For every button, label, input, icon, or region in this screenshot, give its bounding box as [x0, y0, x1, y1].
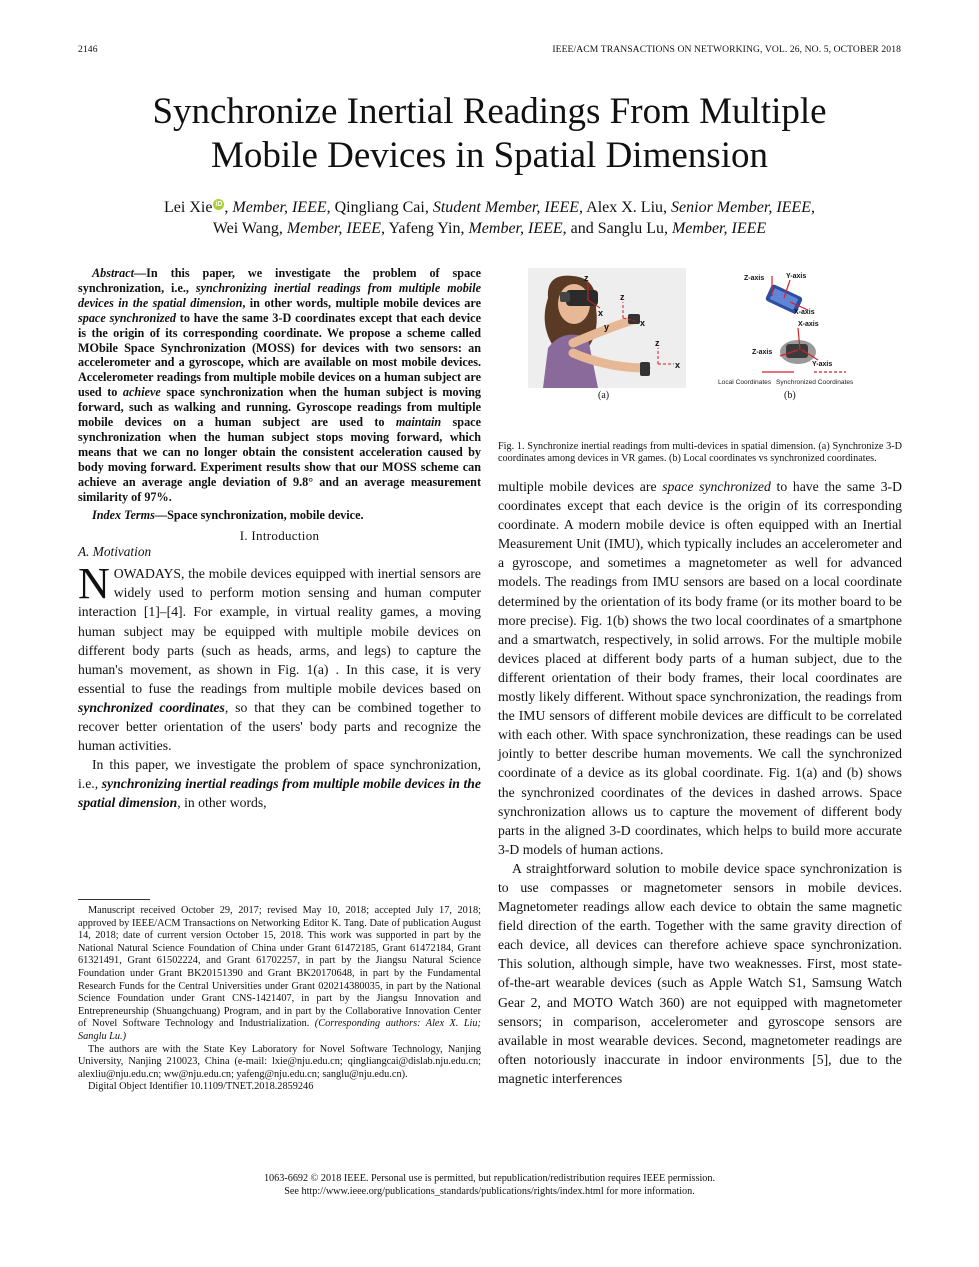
- index-terms: Index Terms—Space synchronization, mobile device.: [92, 507, 364, 522]
- author-role: Member, IEEE: [286, 220, 382, 237]
- abstract: Abstract—In this paper, we investigate the problem of space synchronization, i.e., synchronizing inertial readings from multiple mobile devices in the spatial dimension, in other words, multiple mobile devices are space synchronized to have the same 3-D coordinates except that each device is the origin of its corresponding coordinate. We propose a scheme called MObile Space Synchronization (MOSS) for devices with two sensors: an accelerometer and a gyroscope, which are available on most mobile devices. Accelerometer readings from multiple mobile devices on a human subject are used to achieve space synchronization when the human subject is moving forward, such as walking and running. Gyroscope readings from multiple mobile devices on a human subject are used to maintain space synchronization when the human subject stops moving forward, which means that we can no longer obtain the consistent acceleration caused by body moving forward. Experiment results show that our MOSS scheme can achieve an average angle deviation of 9.8° and an average measurement similarity of 97%.: [78, 266, 481, 504]
- subsection-heading: A. Motivation: [78, 544, 152, 560]
- coordinates-diagram: [718, 268, 872, 390]
- axis-label: z: [584, 273, 589, 283]
- intro-body: [78, 559, 482, 812]
- dropcap: N: [78, 559, 110, 609]
- index-terms-label: Index Terms—: [92, 507, 168, 522]
- figure-label-b: (b): [784, 390, 796, 401]
- author-role: Student Member, IEEE: [432, 199, 580, 216]
- figure-caption: Fig. 1. Synchronize inertial readings from multi-devices in spatial dimension. (a) Synchronize 3-D coordinates among devices in VR games. (b) Local coordinates vs synchronized coordinates.: [498, 441, 902, 465]
- axis-label: y: [604, 322, 610, 332]
- author-role: Member, IEEE: [671, 220, 767, 237]
- vr-photo: [528, 268, 686, 388]
- copyright-line-2: See http://www.ieee.org/publications_standards/publications/rights/index.html for more information.: [284, 1186, 695, 1197]
- author-name: Yafeng Yin: [388, 220, 461, 237]
- title-line-1: Synchronize Inertial Readings From Multiple: [152, 91, 827, 132]
- axis-label: X-axis: [794, 309, 815, 316]
- axis-label: Y-axis: [786, 273, 807, 280]
- author-role: Senior Member, IEEE: [671, 199, 811, 216]
- axis-label: Z-axis: [752, 349, 773, 356]
- paragraph: multiple mobile devices are space synchronized to have the same 3-D coordinates except that each device is the origin of its corresponding coordinate. A modern mobile device is often equipped with an Inertial Measurement Unit (IMU), which typically includes an accelerometer and a gyroscope, and sometimes a magnetometer as well for advanced models. The readings from IMU sensors are based on a local coordinate determined by the orientation of its body frame (or its mother board to be more precise). Fig. 1(b) shows the two local coordinates of a smartphone and a smartwatch, respectively, in solid arrows. For the multiple mobile devices placed at different body parts of a human subject, due to the different orientation of their body frames, their local coordinates are mostly likely different. Without space synchronization, the readings from the IMU sensors of different mobile devices are difficult to be correlated with each other. With space synchronization, these readings can be used jointly to better describe human movements. We call the synchronized coordinate of a device as its global coordinate. Fig. 1(a) and (b) shows the synchronized coordinates of the devices in dashed arrows. Space synchronization allows us to capture the movement of different body parts in the aligned 3-D coordinates, which helps to build more accurate 3-D models of human actions.: [498, 479, 902, 857]
- legend-local: Local Coordinates: [718, 379, 772, 386]
- axis-label: Z-axis: [744, 275, 765, 282]
- legend-sync: Synchronized Coordinates: [776, 379, 854, 386]
- footnote-rule: [78, 899, 150, 900]
- orcid-icon[interactable]: iD: [215, 201, 223, 208]
- axis-label: Y-axis: [812, 361, 833, 368]
- section-heading: I. Introduction: [239, 528, 320, 544]
- author-role: Member, IEEE: [232, 199, 327, 216]
- axis-label: X-axis: [798, 321, 819, 328]
- page-number: 2146: [78, 44, 98, 55]
- axis-label: z: [655, 338, 660, 348]
- author-role: Member, IEEE: [468, 220, 563, 237]
- axis-label: z: [620, 292, 625, 302]
- title-line-2: Mobile Devices in Spatial Dimension: [211, 135, 768, 176]
- paragraph: A straightforward solution to mobile device space synchronization is to use compasses or magnetometer sensors in mobile devices. Magnetometer readings allow each device to obtain the same magnetic field direction of the earth. Together with the same gravity direction of each device, all devices can therefore achieve space synchronization. This solution, although simple, have two weaknesses. First, most state-of-the-art wearable devices (such as Apple Watch S1, Samsung Watch Gear 2, and MOTO Watch 360) are not equipped with magnetometer sensors; in comparison, accelerometer and gyroscope sensors are available in most wearable devices. Second, magnetometer readings are often notoriously inaccurate in indoor environments [5], due to the magnetic interferences: [498, 860, 902, 1086]
- footnote-doi: Digital Object Identifier 10.1109/TNET.2018.2859246: [88, 1081, 314, 1093]
- author-list: Lei Xie iD , Member, IEEE, Qingliang Cai, Student Member, IEEE, Alex X. Liu, Senior Member, IEEE, Wei Wang, Member, IEEE, Yafeng Yin, Member, IEEE, and Sanglu Lu, Member, IEEE: [164, 199, 815, 237]
- footnote-funding: Manuscript received October 29, 2017; revised May 10, 2018; accepted July 17, 2018; approved by IEEE/ACM Transactions on Networking Editor K. Tang. Date of publication August 14, 2018; date of current version October 15, 2018. This work was supported in part by the National Natural Science Foundation of China under Grant 61472185, Grant 61472184, Grant 61321491, Grant 61502224, and Grant 61702257, in part by the Jiangsu Natural Science Foundation under Grant BK20151390 and Grant BK20170648, in part by the Fundamental Research Funds for the Central Universities under Grant 020214380035, in part by the National Science Foundation under Grant CNS-1421407, in part by the Jiangsu Innovation and Entrepreneurship (Shuangchuang) Program, and in part by the Collaborative Innovation Center of Novel Software Technology and Industrialization. (Corresponding authors: Alex X. Liu; Sanglu Lu.): [78, 905, 481, 1042]
- figure-label-a: (a): [598, 390, 610, 401]
- author-name: Sanglu Lu: [597, 220, 664, 237]
- axis-label: x: [675, 360, 681, 370]
- figure-1: [498, 264, 902, 404]
- copyright-notice: [60, 1172, 919, 1198]
- axis-label: x: [598, 308, 604, 318]
- author-name: Alex X. Liu: [586, 199, 664, 216]
- author-name: Wei Wang: [212, 220, 279, 237]
- left-column: [78, 266, 481, 812]
- paragraph: In this paper, we investigate the problem of space synchronization, i.e., synchronizing inertial readings from multiple mobile devices in the spatial dimension, in other words,: [78, 757, 481, 811]
- paper-title: [60, 90, 919, 178]
- copyright-line-1: 1063-6692 © 2018 IEEE. Personal use is permitted, but republication/redistribution requires IEEE permission.: [263, 1173, 716, 1184]
- abstract-label: Abstract—: [92, 266, 147, 280]
- right-column: [498, 477, 902, 1088]
- paragraph: NOWADAYS, the mobile devices equipped with inertial sensors are widely used to perform motion sensing and human computer interaction [1]–[4]. For example, in virtual reality games, a moving human subject may be equipped with multiple mobile devices on different body parts (such as heads, arms, and legs) to capture the human's movement, as shown in Fig. 1(a) . In this case, it is very essential to fuse the readings from multiple mobile devices based on synchronized coordinates, so that they can be combined together to recover better orientation of the users' body parts and recognize the human activities.: [78, 559, 482, 754]
- axis-label: x: [640, 318, 646, 328]
- footnote: [78, 905, 481, 1094]
- author-name: Qingliang Cai: [334, 199, 425, 216]
- author-name: Lei Xie: [164, 199, 213, 216]
- journal-header: IEEE/ACM TRANSACTIONS ON NETWORKING, VOL. 26, NO. 5, OCTOBER 2018: [552, 44, 901, 55]
- footnote-affiliation: The authors are with the State Key Laboratory for Novel Software Technology, Nanjing University, Nanjing 210023, China (e-mail: lxie@nju.edu.cn; qingliangcai@dislab.nju.edu.cn; alexliu@nju.edu.cn; ww@nju.edu.cn; yafeng@nju.edu.cn; sanglu@nju.edu.cn).: [78, 1043, 481, 1080]
